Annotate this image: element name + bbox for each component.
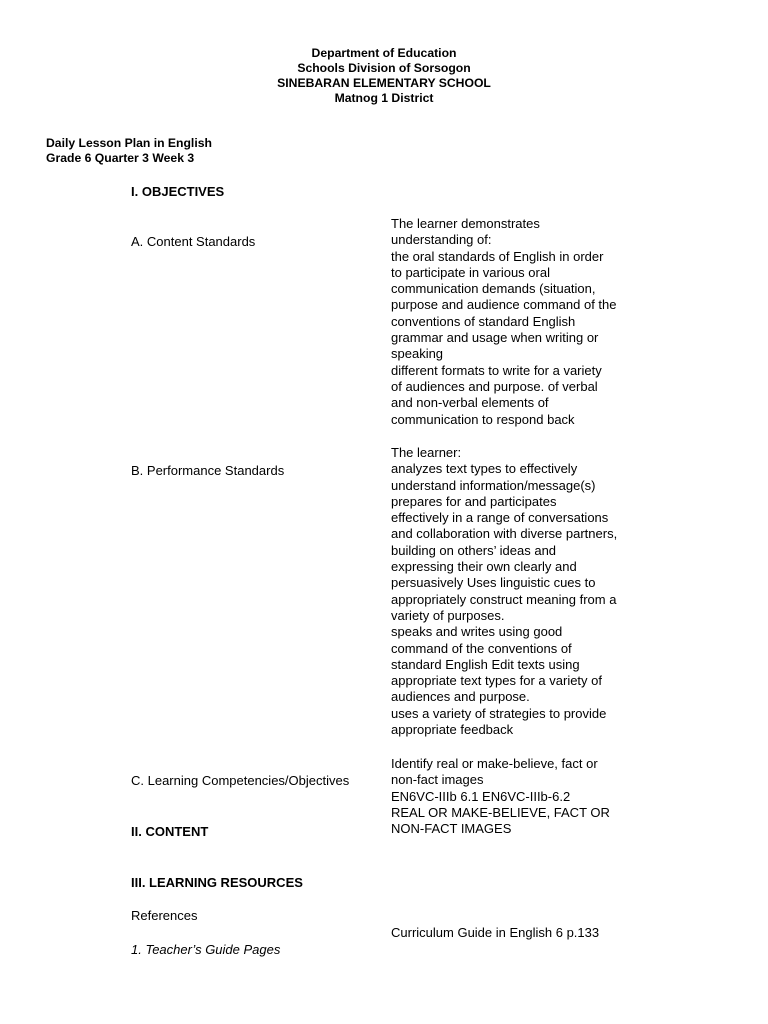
text-line: command of the conventions of xyxy=(391,640,572,656)
plan-title: Daily Lesson Plan in English xyxy=(46,136,212,150)
text-line: The learner demonstrates xyxy=(391,216,540,231)
text-line: persuasively Uses linguistic cues to xyxy=(391,575,596,591)
text-line: understanding of: xyxy=(391,232,492,248)
text-line: and non-verbal elements of xyxy=(391,395,549,411)
plan-title-block xyxy=(46,136,212,166)
bullet-line: different formats to write for a variety xyxy=(391,362,602,378)
competency-code: EN6VC-IIIb 6.1 EN6VC-IIIb-6.2 xyxy=(391,788,571,804)
content-topic-line: REAL OR MAKE-BELIEVE, FACT OR xyxy=(391,804,610,820)
text-line: to participate in various oral xyxy=(391,264,550,280)
performance-standards-label: B. Performance Standards xyxy=(131,463,285,478)
text-line: audiences and purpose. xyxy=(391,689,530,705)
text-line: of audiences and purpose. of verbal xyxy=(391,378,598,394)
text-line: understand information/message(s) xyxy=(391,477,596,493)
bullet-line: the oral standards of English in order xyxy=(391,248,604,264)
text-line: non-fact images xyxy=(391,772,484,788)
text-line: and collaboration with diverse partners, xyxy=(391,526,618,542)
learning-resources-heading: III. LEARNING RESOURCES xyxy=(131,875,303,890)
competencies-text xyxy=(391,756,610,837)
department-name: Department of Education xyxy=(311,46,457,60)
text-line: effectively in a range of conversations xyxy=(391,510,609,526)
division-name: Schools Division of Sorsogon xyxy=(297,61,471,75)
text-line: conventions of standard English xyxy=(391,313,576,329)
text-line: appropriate text types for a variety of xyxy=(391,673,602,689)
teachers-guide-label: 1. Teacher’s Guide Pages xyxy=(131,942,281,957)
text-line: speaking xyxy=(391,346,444,362)
performance-standards-text xyxy=(391,445,617,738)
text-line: building on others’ ideas and xyxy=(391,542,557,558)
objectives-heading: I. OBJECTIVES xyxy=(131,184,225,199)
content-topic-line: NON-FACT IMAGES xyxy=(391,821,512,837)
text-line: appropriate feedback xyxy=(391,722,514,738)
content-heading: II. CONTENT xyxy=(131,824,209,839)
content-standards-label: A. Content Standards xyxy=(131,234,256,249)
references-label: References xyxy=(131,908,198,923)
text-line: grammar and usage when writing or xyxy=(391,330,599,346)
plan-grade: Grade 6 Quarter 3 Week 3 xyxy=(46,151,195,165)
text-line: standard English Edit texts using xyxy=(391,656,580,672)
text-line: variety of purposes. xyxy=(391,607,505,623)
text-line: communication demands (situation, xyxy=(391,281,596,297)
text-line: Identify real or make-believe, fact or xyxy=(391,756,598,771)
competencies-label: C. Learning Competencies/Objectives xyxy=(131,773,350,788)
district-name: Matnog 1 District xyxy=(334,91,434,105)
text-line: appropriately construct meaning from a xyxy=(391,591,617,607)
content-standards-text xyxy=(391,216,617,428)
bullet-line: speaks and writes using good xyxy=(391,624,563,640)
bullet-line: prepares for and participates xyxy=(391,493,557,509)
text-line: expressing their own clearly and xyxy=(391,559,577,575)
text-line: purpose and audience command of the xyxy=(391,297,617,313)
school-name: SINEBARAN ELEMENTARY SCHOOL xyxy=(277,76,491,90)
document-header xyxy=(0,46,768,106)
curriculum-guide-reference: Curriculum Guide in English 6 p.133 xyxy=(391,925,600,940)
bullet-line: analyzes text types to effectively xyxy=(391,461,578,477)
bullet-line: uses a variety of strategies to provide xyxy=(391,705,607,721)
text-line: The learner: xyxy=(391,445,462,460)
text-line: communication to respond back xyxy=(391,411,575,427)
